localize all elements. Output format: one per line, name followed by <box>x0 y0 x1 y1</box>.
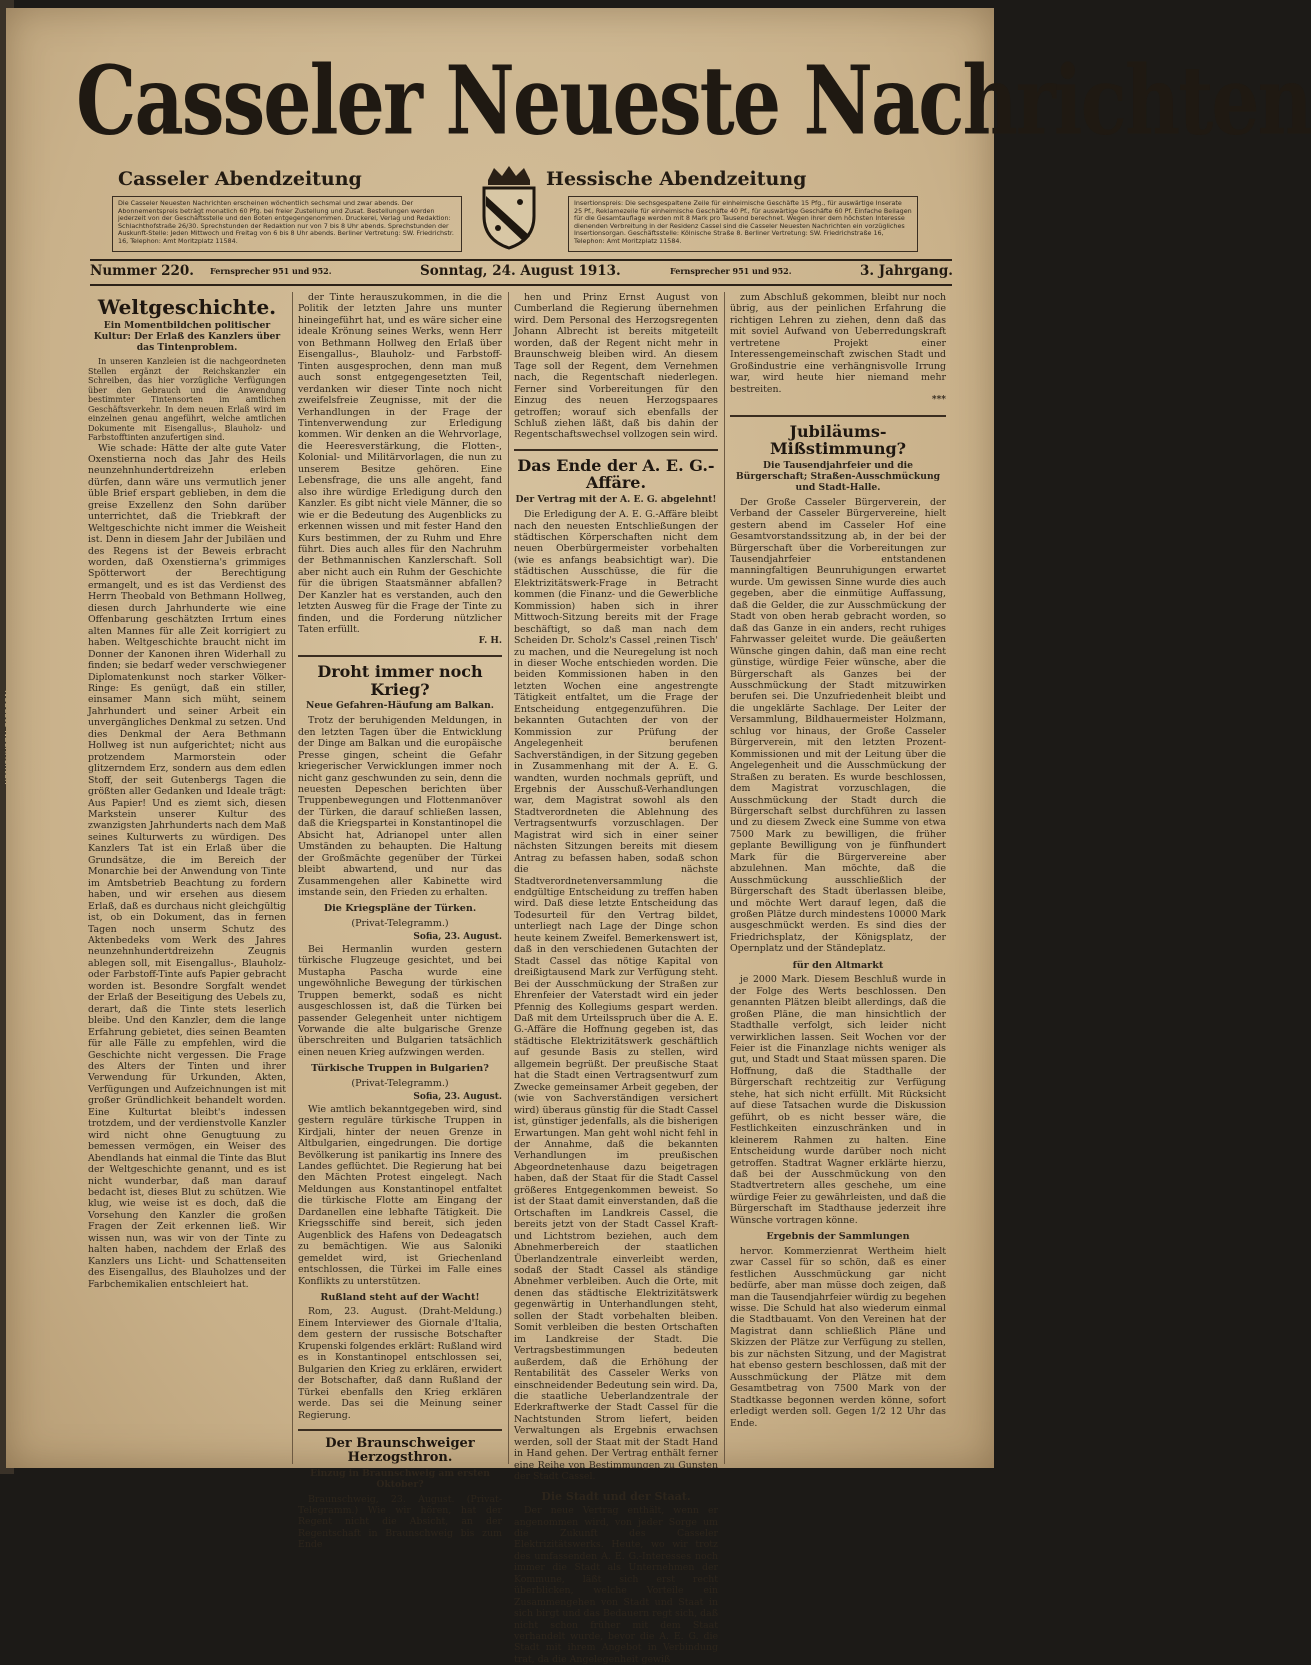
section-heading: Türkische Truppen in Bulgarien? <box>311 1063 489 1075</box>
column-rule <box>292 292 293 1464</box>
article-body: Die Erledigung der A. E. G.-Affäre bleibt nach den neuesten Entschließungen der städtischen Körperschaften nicht dem neuen Oberbürgermeister vorbehalten (wie es anfangs beabsichtigt war). Die städtischen Ausschüsse, die für die Elektrizitätswerk-Frage in Betracht kommen (die Finanz- und die Gewerbliche Kommission) haben sich in ihrer Mittwoch-Sitzung bereits mit der Frage beschäftigt, so daß man nach dem Scheiden Dr. Scholz's Cassel ‚reinen Tisch' zu machen, und die Neuregelung ist noch in dieser Woche entschieden worden. Die beiden Kommissionen haben in den letzten Wochen eine angestrengte Tätigkeit entfaltet, um die Frage der Entscheidung entgegenzuführen. Die bekannten Gutachten der von der Kommission zur Prüfung der Angelegenheit berufenen Sachverständigen, in der Sitzung gegeben in Zusammenhang mit der A. E. G. wandten, wurden nochmals geprüft, und Ergebnis der Ausschuß-Verhandlungen war, dem Magistrat sowohl als den Stadtverordneten die Ablehnung des Vertragsentwurfs vorzuschlagen. Der Magistrat wird sich in einer seiner nächsten Sitzungen bereits mit diesem Antrag zu befassen haben, sodaß schon die nächste Stadtverordnetenversammlung die endgültige Entscheidung zu treffen haben wird. Daß diese letzte Entscheidung das Todesurteil für den Vertrag bildet, unterliegt nach Lage der Dinge schon heute keinem Zweifel. Bemerkenswert ist, daß in den verschiedenen Gutachten der Stadt Cassel das nötige Kapital von dreißigtausend Mark zur Verfügung steht. Bei der Ausschmückung der Straßen zur Ehrenfeier der Vaterstadt wird ein jeder Pfennig des Kollegiums gespart werden. Daß mit dem Urteilsspruch über die A. E. G.-Affäre die Hoffnung gegeben ist, das städtische Elektrizitätswerk geschäftlich auf gesunde Basis zu stellen, wird allgemein begrüßt. Der preußische Staat hat die Stadt einen Vertragsentwurf zum Zwecke gemeinsamer Arbeit gegeben, der (wie von Sachverständigen versichert wird) überaus günstig für die Stadt Cassel ist, günstiger jedenfalls, als die bisherigen Erwartungen. Man geht wohl nicht fehl in der Annahme, daß die bekannten Verhandlungen im preußischen Abgeordnetenhause dazu beigetragen haben, daß der Staat für die Stadt Cassel größeres Entgegenkommen beweist. So ist der Staat damit einverstanden, daß die Ortschaften im Landkreis Cassel, die bereits jetzt von der Stadt Cassel Kraft- und Lichtstrom beziehen, auch dem Abnehmerbereich der staatlichen Überlandzentrale einverleibt werden, sodaß der Stadt Cassel als ständige Abnehmer verbleiben. Auch die Orte, mit denen das städtische Elektrizitätswerk gegenwärtig in Unterhandlungen steht, sollen der Stadt vorbehalten bleiben. Somit verbleiben die besten Ortschaften im Landkreise der Stadt. Die Vertragsbestimmungen bedeuten außerdem, daß die Erhöhung der Rentabilität des Casseler Werks von einschneidender Bedeutung sein wird. Da, die staatliche Ueberlandzentrale der Ederkraftwerke der Stadt Cassel für die Nachtstunden Strom liefert, beiden Verwaltungen als Ergebnis erwachsen werden, soll der Staat mit der Stadt Hand in Hand gehen. Der Vertrag enthält ferner eine Reihe von Bestimmungen zu Gunsten der Stadt Cassel. <box>514 509 718 1483</box>
article-body: Der Große Casseler Bürgerverein, der Verband der Casseler Bürgervereine, hielt gestern abend im Casseler Hof eine Gesamtvorstandssitzung ab, in der bei der Bürgerschaft über die Vorbereitungen zur Tausendjahrfeier entstandenen manningfaltigen Beunruhigungen erwartet wurde. Um gewissen Sinne wurde dies auch gegeben, aber die einmütige Auffassung, daß die Gelder, die zur Ausschmückung der Stadt von oben herab gebracht worden, so daß das Ganze in ein anders, recht ruhiges Fahrwasser geleitet wurde. Die geäußerten Wünsche gingen dahin, daß man eine recht günstige, würdige Feier wünsche, aber die Bürgerschaft als Ganzes bei der Ausschmückung der Stadt mitzuwirken berufen sei. Die Unzufriedenheit bleibt und die ungeklärte Sachlage. Der Leiter der Versammlung, Bildhauermeister Holzmann, schlug vor hinaus, der Große Casseler Bürgerverein, mit den letzten Prozent-Kommissionen und mit der Leitung über die Angelegenheit und die Ausschmückung der Straßen zu beraten. Es wurde beschlossen, dem Magistrat vorzuschlagen, die Ausschmückung der Stadt durch die Bürgerschaft selbst durchführen zu lassen und zu diesem Zweck eine Summe von etwa 7500 Mark zu bewilligen, die früher geplante Bewilligung von je fünfhundert Mark für die Bürgervereine aber abzulehnen. Man möchte, daß die Ausschmückung ausschließlich der Bürgerschaft des Stadt überlassen bleibe, und möchte Wert darauf legen, daß die großen Plätze durch mindestens 10000 Mark ausgeschmückt werden. Es sind dies der Friedrichsplatz, der Königsplatz, der Opernplatz und der Ständeplatz. <box>730 496 946 955</box>
article-divider <box>514 449 718 451</box>
article-body: Wie schade: Hätte der alte gute Vater Oxenstierna noch das Jahr des Heils neunzehnhundertdreizehn erleben dürfen, dann wäre uns vermutlich jener üble Brief erspart geblieben, in dem die greise Exzellenz den Sohn darüber unterrichtet, daß die Triebkraft der Weltgeschichte nicht immer die Weisheit ist. Denn in diesem Jahr der Jubiläen und des Regens ist der Beweis erbracht worden, daß Oxenstierna's grimmiges Spötterwort der Berechtigung ermangelt, und es ist das Verdienst des Herrn Theobald von Bethmann Hollweg, diesen durch Jahrhunderte wie eine Offenbarung geschätzten Irrtum eines alten Mannes für alle Zeit korrigiert zu haben. Weltgeschichte braucht nicht im Donner der Kanonen ihren Widerhall zu finden; sie bedarf weder verschwiegener Diplomatenkunst noch starker Völker-Ringe: Es genügt, daß ein stiller, einsamer Mann sich müht, seinem Jahrhundert und seiner Arbeit ein unvergängliches Denkmal zu setzen. Und dies Denkmal der Aera Bethmann Hollweg ist nun aufgerichtet; nicht aus protzendem Marmorstein oder glitzerndem Erz, sondern aus dem edlen Stoff, der seit Gutenbergs Tagen die größten aller Gedanken und Ideale trägt: Aus Papier! Und es ziemt sich, diesen Markstein unserer Kultur des zwanzigsten Jahrhunderts nach dem Maß seines Kulturwerts zu würdigen. Des Kanzlers Tat ist ein Erlaß über die Grundsätze, die im Bereich der Monarchie bei der Anwendung von Tinte im Amtsbetrieb Beachtung zu fordern haben, und wir ersehen aus diesem Erlaß, daß es durchaus nicht gleichgültig ist, ob ein Dokument, das in fernen Tagen noch unserm Schutz des Aktenbedeks vom Werk des Jahres neunzehnhundertdreizehn Zeugnis ablegen soll, mit Eisengallus-, Blauholz- oder Farbstoff-Tinte aufs Papier gebracht worden ist. Besondre Sorgfalt wendet der Erlaß der Beseitigung des Uebels zu, derart, daß die Tinte stets leserlich bleibe. Und den Kanzler, dem die lange Erfahrung gebietet, dies seinen Beamten für alle Fälle zu empfehlen, wird die Geschichte nicht vergessen. Die Frage des Alters der Tinten und ihrer Verwendung für Urkunden, Akten, Verfügungen und Aufzeichnungen ist mit großer Gründlichkeit behandelt worden. Eine Kulturtat bleibt's indessen trotzdem, und der verdienstvolle Kanzler wird nicht ohne Genugtuung zu bemessen vermögen, ein Weiser des Abendlands hat einmal die Tinte das Blut der Weltgeschichte genannt, und es ist nicht wunderbar, daß man darauf bedacht ist, dieses Blut zu schützen. Wie klug, wie weise ist es doch, daß die Vorsehung den Kanzler die großen Fragen der Zeit erkennen ließ. Wir wissen nun, was wir von der Tinte zu halten haben, nachdem der Erlaß des Kanzlers uns Licht- und Schattenseiten des Eisengallus, des Blauholzes und der Farbchemikalien entschleiert hat. <box>88 442 287 1290</box>
column-2 <box>298 292 502 1551</box>
article-body: Braunschweig, 23. August. (Privat-Telegramm.) Wie wir hören, hat der Regent nicht die Absicht, an der Regentschaft in Braunschweig bis zum Ende <box>298 1493 502 1551</box>
article-divider <box>730 415 946 417</box>
column-rule <box>508 292 509 1464</box>
masthead-title: Casseler Neueste Nachrichten <box>76 44 1311 156</box>
column-rule <box>724 292 725 1464</box>
phone-left: Fernsprecher 951 und 952. <box>210 266 332 276</box>
article-subheadline: Neue Gefahren-Häufung am Balkan. <box>306 700 494 712</box>
column-1 <box>88 292 286 1464</box>
phone-right: Fernsprecher 951 und 952. <box>670 266 792 276</box>
article-divider <box>298 1429 502 1431</box>
newspaper-page <box>6 8 1311 1665</box>
section-source: (Privat-Telegramm.) <box>351 917 449 929</box>
article-body: Wie amtlich bekanntgegeben wird, sind gestern reguläre türkische Truppen in Kirdjali, hinter der neuen Grenze in Altbulgarien, eingedrungen. Die dortige Bevölkerung ist panikartig ins Innere des Landes geflüchtet. Die Regierung hat bei den Mächten Protest eingelegt. Nach Meldungen aus Konstantinopel entfaltet die türkische Flotte am Eingang der Dardanellen eine lebhafte Tätigkeit. Die Kriegsschiffe sind bereit, sich jeden Augenblick des Hafens von Dedeagatsch zu bemächtigen. Wie aus Saloniki gemeldet wird, ist Griechenland entschlossen, die Türkei im Falle eines Konflikts zu unterstützen. <box>298 1103 502 1287</box>
article-headline-weltgeschichte: Weltgeschichte. <box>97 295 277 319</box>
article-headline-jubilaeum: Jubiläums-Mißstimmung? <box>769 421 907 459</box>
dateline-rule-top <box>90 259 952 261</box>
article-subheadline: Ein Momentbildchen politischer Kultur: Der Erlaß des Kanzlers über das Tintenproblem. <box>93 320 281 353</box>
advertising-info-box: Insertionspreis: Die sechsgespaltene Zeile für einheimische Geschäfte 15 Pfg., für auswärtige Inserate 25 Pf., Reklamezeile für einheimische Geschäfte 40 Pf., für auswärtige Geschäfte 60 Pf. Einfache Beilagen für die Gesamtauflage werden mit 8 Mark pro Tausend berechnet. Wegen ihrer dem höchsten Interesse dienenden Verbreitung in der Residenz Cassel sind die Casseler Neuesten Nachrichten ein vorzügliches Insertionsorgan. Geschäftsstelle: Kölnische Straße 8. Berliner Vertretung: SW. Friedrichstraße 16, Telephon: Amt Moritzplatz 11584. <box>568 196 918 252</box>
article-subheadline: Die Tausendjahrfeier und die Bürgerschaft; Straßen-Ausschmückung und Stadt-Halle. <box>735 459 941 493</box>
subtitle-left: Casseler Abendzeitung <box>118 168 362 190</box>
article-subheadline: Der Vertrag mit der A. E. G. abgelehnt! <box>515 494 717 506</box>
section-heading: für den Altmarkt <box>792 959 884 971</box>
column-4 <box>730 292 946 1464</box>
section-heading: Die Stadt und der Staat. <box>541 1489 691 1503</box>
section-heading: Die Kriegspläne der Türken. <box>323 903 477 915</box>
article-headline-aeg: Das Ende der A. E. G.-Affäre. <box>517 455 715 493</box>
article-body: Rom, 23. August. (Draht-Meldung.) Einem Interviewer des Giornale d'Italia, dem gestern der russische Botschafter Krupenski folgendes erklärt: Rußland wird es in Konstantinopel entschlossen sei, Bulgarien den Krieg zu erklären, erwidert der Botschafter, daß dann Rußland der Türkei ebenfalls den Krieg erklären werde. Das sei die Meinung seiner Regierung. <box>298 1306 502 1421</box>
coat-of-arms-icon <box>480 166 538 250</box>
article-body: hervor. Kommerzienrat Wertheim hielt zwar Cassel für so schön, daß es einer festlichen Ausschmückung gar nicht bedürfe, aber man müsse doch zeigen, daß man die Tausendjahrfeier würdig zu begehen wisse. Die Schuld hat also wiederum einmal die Stadtbauamt. Von den Vereinen hat der Magistrat dann schließlich Pläne und Skizzen der Plätze zur Verfügung zu stellen, bis zur nächsten Sitzung, und der Magistrat hat ebenso gestern beschlossen, daß mit der Ausschmückung der Plätze mit dem Gesamtbetrag von 7500 Mark von der Stadtkasse begonnen werden könne, sofort erledigt werden soll. Gegen 1/2 12 Uhr das Ende. <box>730 1245 946 1429</box>
article-headline-krieg: Droht immer noch Krieg? <box>317 662 483 699</box>
section-heading: Ergebnis der Sammlungen <box>766 1231 910 1243</box>
issue-number: Nummer 220. <box>90 263 195 279</box>
dateline-place: Sofia, 23. August. <box>413 1092 502 1103</box>
article-divider <box>298 655 502 657</box>
article-body: Bei Hermanlin wurden gestern türkische Flugzeuge gesichtet, und bei Mustapha Pascha wurde eine ungewöhnliche Bewegung der türkischen Truppen bemerkt, sodaß es nicht ausgeschlossen ist, daß die Türken bei passender Gelegenheit unter nichtigem Vorwande die alte bulgarische Grenze überschreiten und Bulgarien tatsächlich einen neuen Krieg aufzwingen werden. <box>298 943 502 1058</box>
article-signature: F. H. <box>478 635 502 646</box>
dateline-place: Sofia, 23. August. <box>413 932 502 943</box>
article-body-continued: der Tinte herauszukommen, in die die Politik der letzten Jahre uns munter hineingeführt hat, und es wäre sicher eine ideale Krönung seines Werks, wenn Herr von Bethmann Hollweg den Erlaß über Eisengallus-, Blauholz- und Farbstoff-Tinten ausgesprochen, denn man muß auch sonst entgegengesetzten Teil, verdanken wir dieser Tinte noch nicht zweifelsfreie Zeugnisse, mit der die Verhandlungen in der Frage der Tintenverwendung zur Erledigung kommen. Wir denken an die Wehrvorlage, die Heeresverstärkung, die Flotten-, Kolonial- und Militärvorlagen, die nun zu unserem Besitze gehören. Eine Lebensfrage, die uns alle angeht, fand also ihre würdige Erledigung durch den Kanzler. Es gibt nicht viele Männer, die so wie er die Bedeutung des Augenblicks zu erkennen wissen und mit fester Hand den Kurs bestimmen, der zu Ruhm und Ehre führt. Dies auch alles für den Nachruhm der Bethmannischen Kanzlerschaft. Soll aber nicht auch ein Ruhm der Geschichte für die übrigen Staatsmänner abfallen? Der Kanzler hat es verstanden, auch den letzten Ausweg für die Frage der Tinte zu finden, und die Forderung nützlicher Taten erfüllt. <box>298 292 502 636</box>
dateline <box>90 263 952 283</box>
section-source: (Privat-Telegramm.) <box>351 1077 449 1089</box>
article-headline-braunschweig: Der Braunschweiger Herzogsthron. <box>325 1435 475 1466</box>
article-body: je 2000 Mark. Diesem Beschluß wurde in der Folge des Werts beschlossen. Den genannten Plätzen bleibt allerdings, daß die großen Pläne, die man hinsichtlich der Stadthalle verfolgt, sich leider nicht verwirklichen lassen. Seit Wochen vor der Feier ist die Finanzlage nichts weniger als gut, und Stadt und Staat müssen sparen. Die Hoffnung, daß die Stadthalle der Bürgerschaft rechtzeitig zur Verfügung stehe, hat sich nicht erfüllt. Mit Rücksicht auf diese Tatsachen wurde die Diskussion geführt, ob es nicht besser wäre, die Festlichkeiten einzuschränken und in kleinerem Rahmen zu halten. Eine Entscheidung wurde darüber noch nicht getroffen. Stadtrat Wagner erklärte hierzu, daß bei der Ausschmückung von den Stadtvertretern alles geschehe, um eine würdige Feier zu gewährleisten, und daß die Bürgerschaft im Stadthause jederzeit ihre Wünsche vortragen könne. <box>730 974 946 1226</box>
subtitle-right: Hessische Abendzeitung <box>546 168 807 190</box>
article-body-continued: zum Abschluß gekommen, bleibt nur noch übrig, aus der peinlichen Erfahrung die richtigen Lehren zu ziehen, denn daß das mit soviel Aufwand von Ueberredungskraft vertretene Projekt einer Interessengemeinschaft zwischen Stadt und Großindustrie eine verhängnisvolle Irrung war, wird heute hier niemand mehr bestreiten. <box>730 292 946 395</box>
subscription-info-box: Die Casseler Neuesten Nachrichten erscheinen wöchentlich sechsmal und zwar abends. Der Abonnementspreis beträgt monatlich 60 Pfg. bei freier Zustellung und Zusat. Bestellungen werden jederzeit von der Geschäftsstelle und den Boten entgegengenommen. Druckerei, Verlag und Redaktion: Schlachthofstraße 26/30. Sprechstunden der Redaktion nur von 7 bis 8 Uhr abends. Sprechstunden der Auskunft-Stelle: Jeden Mittwoch und Freitag von 6 bis 8 Uhr abends. Berliner Vertretung: SW. Friedrichstr. 16, Telephon: Amt Moritzplatz 11584. <box>112 196 462 252</box>
dateline-rule-bottom <box>90 284 952 286</box>
article-end-mark: *** <box>931 395 946 406</box>
volume-year: 3. Jahrgang. <box>860 263 953 279</box>
issue-date: Sonntag, 24. August 1913. <box>420 263 621 279</box>
article-body: Trotz der beruhigenden Meldungen, in den letzten Tagen über die Entwicklung der Dinge am Balkan und die europäische Presse gingen, scheint die Gefahr kriegerischer Verwicklungen immer noch nicht ganz geschwunden zu sein, denn die neuesten Depeschen berichten über Truppenbewegungen und Flottenmanöver der Türken, die darauf schließen lassen, daß die Kriegspartei in Konstantinopel die Absicht hat, Adrianopel unter allen Umständen zu behaupten. Die Haltung der Großmächte gegenüber der Türkei bleibt abwartend, und nur das Zusammengehen aller Kabinette wird imstande sein, den Frieden zu erhalten. <box>298 715 502 899</box>
article-subheadline: Einzug in Braunschweig am ersten Oktober? <box>310 1467 490 1490</box>
article-body-continued: hen und Prinz Ernst August von Cumberland die Regierung übernehmen wird. Dem Personal des Herzogsregenten Johann Albrecht ist bereits mitgeteilt worden, daß der Regent nicht mehr in Braunschweig bleiben wird. An diesem Tage soll der Regent, dem Vernehmen nach, die Regentschaft niederlegen. Ferner sind Vorbereitungen für den Einzug des neuen Herzogspaares getroffen; worauf sich ebenfalls der Schluß ziehen läßt, daß bis dahin der Regentschaftswechsel vollzogen sein wird. <box>514 292 718 441</box>
column-3 <box>514 292 718 1665</box>
section-heading: Rußland steht auf der Wacht! <box>320 1291 480 1303</box>
article-intro: In unseren Kanzleien ist die nachgeordneten Stellen ergänzt der Reichskanzler ein Schreiben, das hier vorzügliche Verfügungen über den Gebrauch und die Anwendung bestimmter Tintensorten im amtlichen Geschäftsverkehr. In dem neuen Erlaß wird im einzelnen genau angeführt, welche amtlichen Dokumente mit Eisengallus-, Blauholz- und Farbstofftinten anzufertigen sind. <box>88 357 286 442</box>
article-body: Der neue Vertrag enthält, wenn er angenommen wird, von jeder Sorge um die Zukunft des Casseler Elektrizitätswerks. Heute, wo wir trotz des umfassenden A. E. G.-Interesses noch immer die Stadt als Unternehmen der Kommune, läßt sich erst recht überblicken, welche Vorteile ein Zusammengehen von Stadt und Staat in sich birgt und das Bedauern regt sich, daß nicht schon früher mit dem Staat verhandelt wurde, bevor die A. E. G. die Stadt mit ihrem Angebot in Verbindung trat, da die Angelegenheit gewiß <box>514 1505 718 1665</box>
